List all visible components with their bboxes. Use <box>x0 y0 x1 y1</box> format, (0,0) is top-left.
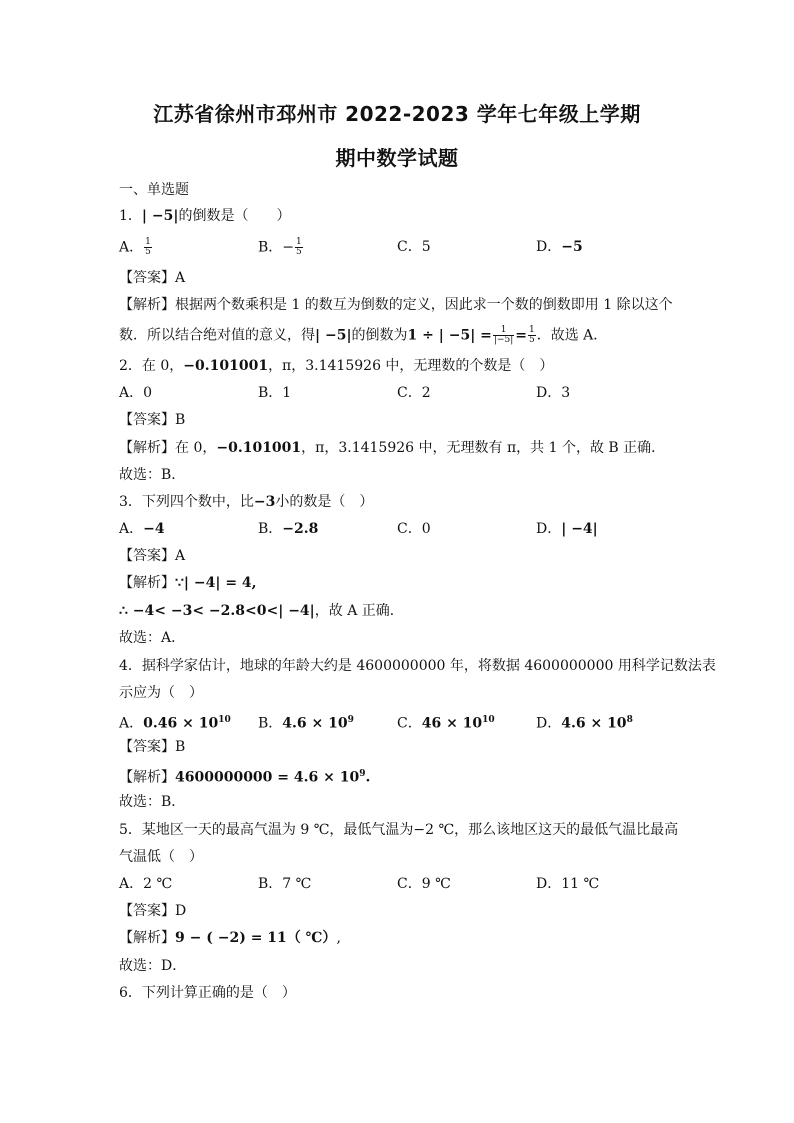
question-3-answer: 【答案】A <box>119 548 186 564</box>
question-2-option-b: B．1 <box>258 385 292 401</box>
question-5-answer: 【答案】D <box>119 903 187 919</box>
question-5-explanation-2: 故选：D． <box>119 958 187 974</box>
question-3-option-b: B．−2.8 <box>258 521 319 537</box>
question-2-explanation-1: 【解析】在 0，−0.101001，π，3.1415926 中，无理数有 π，共 1 个，故 B 正确． <box>119 440 666 456</box>
question-1-stem: 1．| −5|的倒数是（ ） <box>119 208 291 224</box>
question-4-option-c: C．$46 \times 10^{10}$ <box>397 715 495 732</box>
question-2-option-c: C．2 <box>397 385 431 401</box>
question-6-stem: 6．下列计算正确的是（ ） <box>119 985 296 1001</box>
question-1-explanation-1: 【解析】根据两个数乘积是 1 的数互为倒数的定义，因此求一个数的倒数即用 1 除以这个 <box>119 297 673 313</box>
document-title-line2: 期中数学试题 <box>335 146 459 170</box>
question-3-explanation-1: 【解析】∵| −4| = 4, <box>119 575 257 591</box>
document-title-line1: 江苏省徐州市邳州市 2022-2023 学年七年级上学期 <box>153 102 641 126</box>
question-3-option-a: A．−4 <box>119 521 165 537</box>
question-2-stem: 2．在 0，−0.101001，π，3.1415926 中，无理数的个数是（ ） <box>119 358 554 374</box>
question-1-option-a: A． $\frac{1}{5}$ <box>119 237 151 257</box>
fraction: $\frac{1}{5}$ <box>528 325 535 345</box>
question-4-explanation-1: 【解析】$4600000000 = 4.6 \times 10^9$. <box>119 769 371 786</box>
fraction: $\frac{1}{|-5|}$ <box>493 325 514 345</box>
fraction: $\frac{1}{5}$ <box>296 237 302 257</box>
question-3-option-c: C．0 <box>397 521 431 537</box>
question-5-option-d: D．11 ℃ <box>536 876 600 892</box>
question-2-option-a: A．0 <box>119 385 153 401</box>
question-3-explanation-3: 故选：A． <box>119 630 186 646</box>
question-5-option-b: B．7 ℃ <box>258 876 312 892</box>
question-4-option-a: A．$0.46 \times 10^{10}$ <box>119 715 231 732</box>
question-1-option-d: D．−5 <box>536 239 583 255</box>
question-1-option-c: C．5 <box>397 239 431 255</box>
question-5-stem-1: 5．某地区一天的最高气温为 9 ℃，最低气温为−2 ℃，那么该地区这天的最低气温比最高 <box>119 822 679 838</box>
question-3-explanation-2: ∴ −4< −3< −2.8<0<| −4|，故 A 正确． <box>119 603 404 619</box>
question-4-answer: 【答案】B <box>119 739 186 755</box>
question-4-stem-2: 示应为（ ） <box>119 685 203 701</box>
question-5-explanation-1: 【解析】9 − ( −2) = 11（ ℃）, <box>119 930 341 946</box>
question-4-explanation-2: 故选：B． <box>119 794 186 810</box>
question-1-answer: 【答案】A <box>119 270 186 286</box>
fraction: $\frac{1}{5}$ <box>145 237 151 257</box>
question-2-answer: 【答案】B <box>119 412 186 428</box>
question-4-option-d: D．$4.6 \times 10^8$ <box>536 715 633 732</box>
question-1-explanation-2: 数．所以结合绝对值的意义，得| −5|的倒数为1 ÷ | −5| = $\frac{1}{|-5|}$ = $\frac{1}{5}$ ．故选 A． <box>119 325 608 345</box>
section-heading: 一、单选题 <box>119 182 189 198</box>
question-5-option-a: A．2 ℃ <box>119 876 173 892</box>
question-3-option-d: D．| −4| <box>536 521 598 537</box>
question-4-option-b: B．$4.6 \times 10^9$ <box>258 715 354 732</box>
question-1-option-b: B．− $\frac{1}{5}$ <box>258 237 302 257</box>
question-5-option-c: C．9 ℃ <box>397 876 451 892</box>
question-4-stem-1: 4．据科学家估计，地球的年龄大约是 4600000000 年，将数据 4600000000 用科学记数法表 <box>119 658 716 674</box>
question-2-explanation-2: 故选：B． <box>119 467 186 483</box>
question-3-stem: 3．下列四个数中，比−3小的数是（ ） <box>119 494 374 510</box>
question-5-stem-2: 气温低（ ） <box>119 849 203 865</box>
question-2-option-d: D．3 <box>536 385 571 401</box>
